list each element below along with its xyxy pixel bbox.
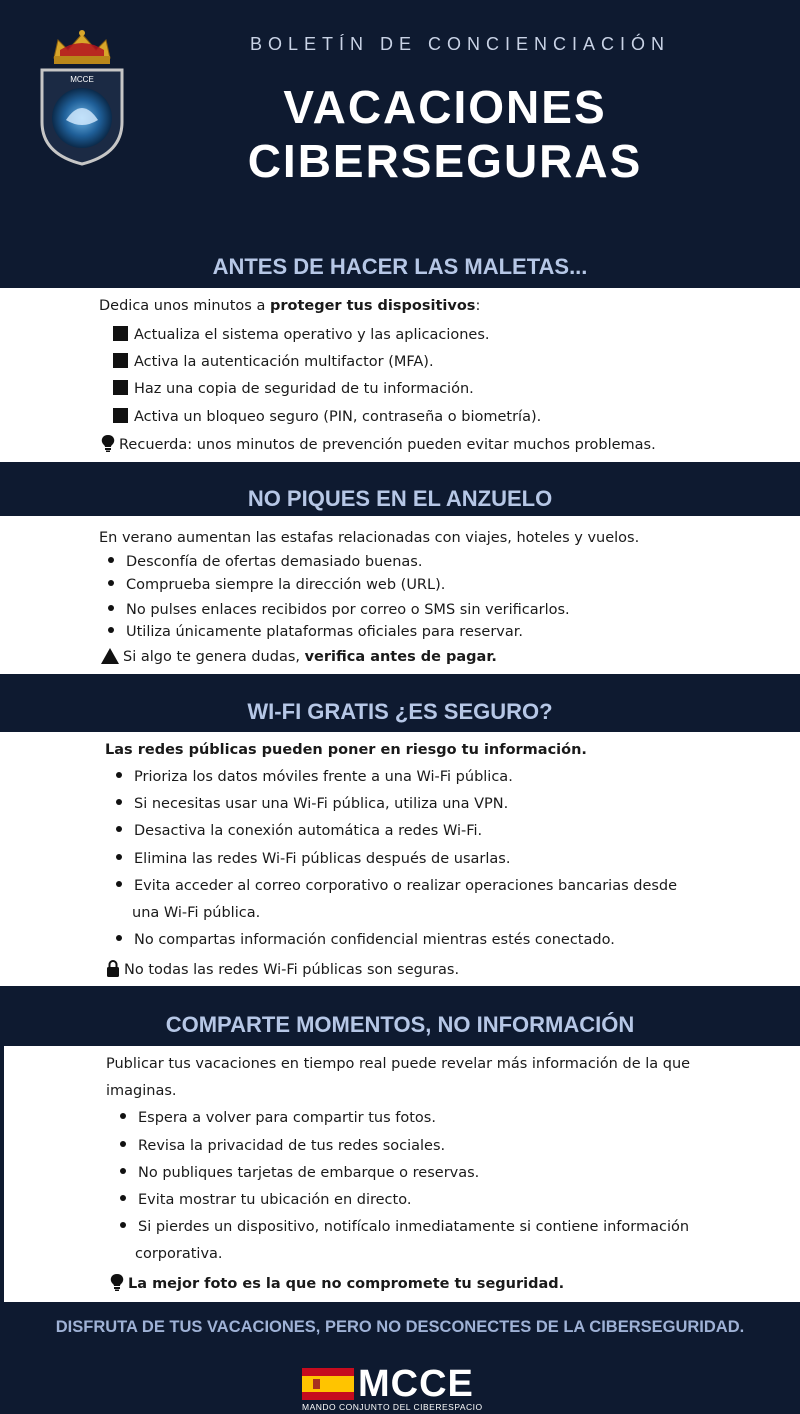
list-item-text: No compartas información confidencial mientras estés conectado. bbox=[134, 932, 615, 948]
intro-bold-text: proteger tus dispositivos bbox=[269, 298, 476, 314]
list-item-text: No publiques tarjetas de embarque o reservas. bbox=[138, 1165, 480, 1181]
footer-tagline: DISFRUTA DE TUS VACACIONES, PERO NO DESCONECTES DE LA CIBERSEGURIDAD. bbox=[55, 1318, 745, 1336]
section-1-heading: ANTES DE HACER LAS MALETAS... bbox=[212, 254, 588, 279]
list-item bbox=[120, 1110, 436, 1126]
bullet-icon bbox=[120, 1113, 126, 1119]
bulletin-kicker: BOLETÍN DE CONCIENCIACIÓN bbox=[249, 34, 671, 54]
list-item bbox=[108, 624, 523, 640]
bullet-icon bbox=[116, 826, 122, 832]
bullet-icon bbox=[116, 799, 122, 805]
section-3-heading: WI-FI GRATIS ¿ES SEGURO? bbox=[247, 699, 553, 724]
section-2-panel bbox=[0, 516, 800, 674]
list-item bbox=[116, 851, 510, 867]
section-1-note bbox=[101, 435, 656, 453]
list-item bbox=[113, 326, 490, 343]
bullet-icon bbox=[116, 772, 122, 778]
list-item bbox=[113, 353, 434, 370]
mcce-emblem-icon bbox=[36, 26, 128, 166]
section-3-intro: Las redes públicas pueden poner en riesgo tu información. bbox=[105, 742, 587, 758]
note-bold-text: verifica antes de pagar. bbox=[304, 649, 497, 665]
list-item-text: Haz una copia de seguridad de tu información. bbox=[134, 381, 474, 397]
list-item bbox=[120, 1138, 445, 1154]
bullet-icon bbox=[108, 580, 114, 586]
warning-icon bbox=[101, 648, 119, 664]
list-item bbox=[116, 796, 508, 812]
bullet-icon bbox=[120, 1222, 126, 1228]
square-bullet-icon bbox=[113, 408, 128, 423]
list-item-text: Evita acceder al correo corporativo o realizar operaciones bancarias desde bbox=[134, 878, 678, 894]
list-item-continuation: una Wi-Fi pública. bbox=[132, 905, 261, 921]
section-2-intro: En verano aumentan las estafas relacionadas con viajes, hoteles y vuelos. bbox=[99, 530, 640, 546]
section-4-panel bbox=[4, 1046, 800, 1302]
list-item-text: Evita mostrar tu ubicación en directo. bbox=[138, 1192, 412, 1208]
section-1-intro bbox=[99, 298, 480, 314]
list-item-text: Actualiza el sistema operativo y las aplicaciones. bbox=[134, 327, 490, 343]
page-title bbox=[180, 80, 710, 188]
bullet-icon bbox=[116, 935, 122, 941]
section-4-intro-line-2: imaginas. bbox=[106, 1083, 177, 1099]
intro-text: Dedica unos minutos a bbox=[99, 298, 270, 314]
list-item-text: Espera a volver para compartir tus fotos. bbox=[138, 1110, 436, 1126]
list-item-text: Elimina las redes Wi-Fi públicas después de usarlas. bbox=[134, 851, 511, 867]
list-item bbox=[120, 1165, 479, 1181]
list-item-text: Prioriza los datos móviles frente a una Wi-Fi pública. bbox=[134, 769, 513, 785]
list-item-text: Revisa la privacidad de tus redes sociales. bbox=[138, 1138, 446, 1154]
title-line-1: VACACIONES bbox=[283, 81, 607, 133]
list-item-text: No pulses enlaces recibidos por correo o SMS sin verificarlos. bbox=[126, 602, 570, 618]
title-line-2: CIBERSEGURAS bbox=[247, 135, 643, 187]
lock-icon bbox=[106, 960, 120, 977]
section-4-heading: COMPARTE MOMENTOS, NO INFORMACIÓN bbox=[165, 1012, 635, 1037]
list-item-text: Desactiva la conexión automática a redes Wi-Fi. bbox=[134, 823, 483, 839]
logo-wordmark: MCCE bbox=[358, 1363, 474, 1405]
bullet-icon bbox=[108, 605, 114, 611]
bullet-icon bbox=[116, 881, 122, 887]
lightbulb-icon bbox=[101, 435, 115, 452]
list-item bbox=[116, 932, 615, 948]
bullet-icon bbox=[120, 1195, 126, 1201]
section-3-note bbox=[106, 960, 459, 978]
bullet-icon bbox=[108, 627, 114, 633]
bullet-icon bbox=[120, 1168, 126, 1174]
square-bullet-icon bbox=[113, 353, 128, 368]
bullet-icon bbox=[120, 1141, 126, 1147]
section-4-intro-line-1: Publicar tus vacaciones en tiempo real puede revelar más información de la que bbox=[106, 1056, 691, 1072]
list-item bbox=[108, 577, 445, 593]
square-bullet-icon bbox=[113, 380, 128, 395]
list-item bbox=[120, 1219, 689, 1235]
section-1-panel bbox=[0, 288, 800, 462]
section-2-heading: NO PIQUES EN EL ANZUELO bbox=[247, 486, 553, 511]
logo-subtitle: MANDO CONJUNTO DEL CIBERESPACIO bbox=[302, 1402, 483, 1412]
section-2-note bbox=[101, 648, 497, 665]
list-item bbox=[116, 878, 677, 894]
list-item bbox=[120, 1192, 411, 1208]
list-item-text: Activa un bloqueo seguro (PIN, contraseña o biometría). bbox=[134, 409, 542, 425]
note-text: Recuerda: unos minutos de prevención pueden evitar muchos problemas. bbox=[119, 437, 656, 453]
list-item-text: Si pierdes un dispositivo, notifícalo inmediatamente si contiene información bbox=[138, 1219, 690, 1235]
mcce-logo bbox=[300, 1363, 516, 1414]
list-item-continuation: corporativa. bbox=[135, 1246, 223, 1262]
section-4-note bbox=[110, 1274, 564, 1292]
list-item-text: Desconfía de ofertas demasiado buenas. bbox=[126, 554, 423, 570]
note-text: Si algo te genera dudas, bbox=[123, 649, 305, 665]
list-item bbox=[116, 769, 513, 785]
list-item bbox=[108, 554, 422, 570]
note-text: No todas las redes Wi-Fi públicas son seguras. bbox=[124, 962, 460, 978]
list-item bbox=[113, 380, 474, 397]
note-text: La mejor foto es la que no compromete tu seguridad. bbox=[128, 1276, 565, 1292]
bullet-icon bbox=[108, 557, 114, 563]
header bbox=[0, 0, 800, 232]
intro-text-end: : bbox=[475, 298, 481, 314]
list-item-text: Utiliza únicamente plataformas oficiales para reservar. bbox=[126, 624, 524, 640]
list-item bbox=[108, 602, 570, 618]
list-item-text: Si necesitas usar una Wi-Fi pública, utiliza una VPN. bbox=[134, 796, 509, 812]
section-3-panel bbox=[0, 732, 800, 986]
emblem-label: MCCE bbox=[70, 75, 94, 84]
bullet-icon bbox=[116, 854, 122, 860]
list-item-text: Comprueba siempre la dirección web (URL). bbox=[126, 577, 446, 593]
spain-flag-icon bbox=[302, 1368, 354, 1400]
lightbulb-icon bbox=[110, 1274, 124, 1291]
list-item-text: Activa la autenticación multifactor (MFA). bbox=[134, 354, 434, 370]
list-item bbox=[116, 823, 482, 839]
square-bullet-icon bbox=[113, 326, 128, 341]
list-item bbox=[113, 408, 541, 425]
